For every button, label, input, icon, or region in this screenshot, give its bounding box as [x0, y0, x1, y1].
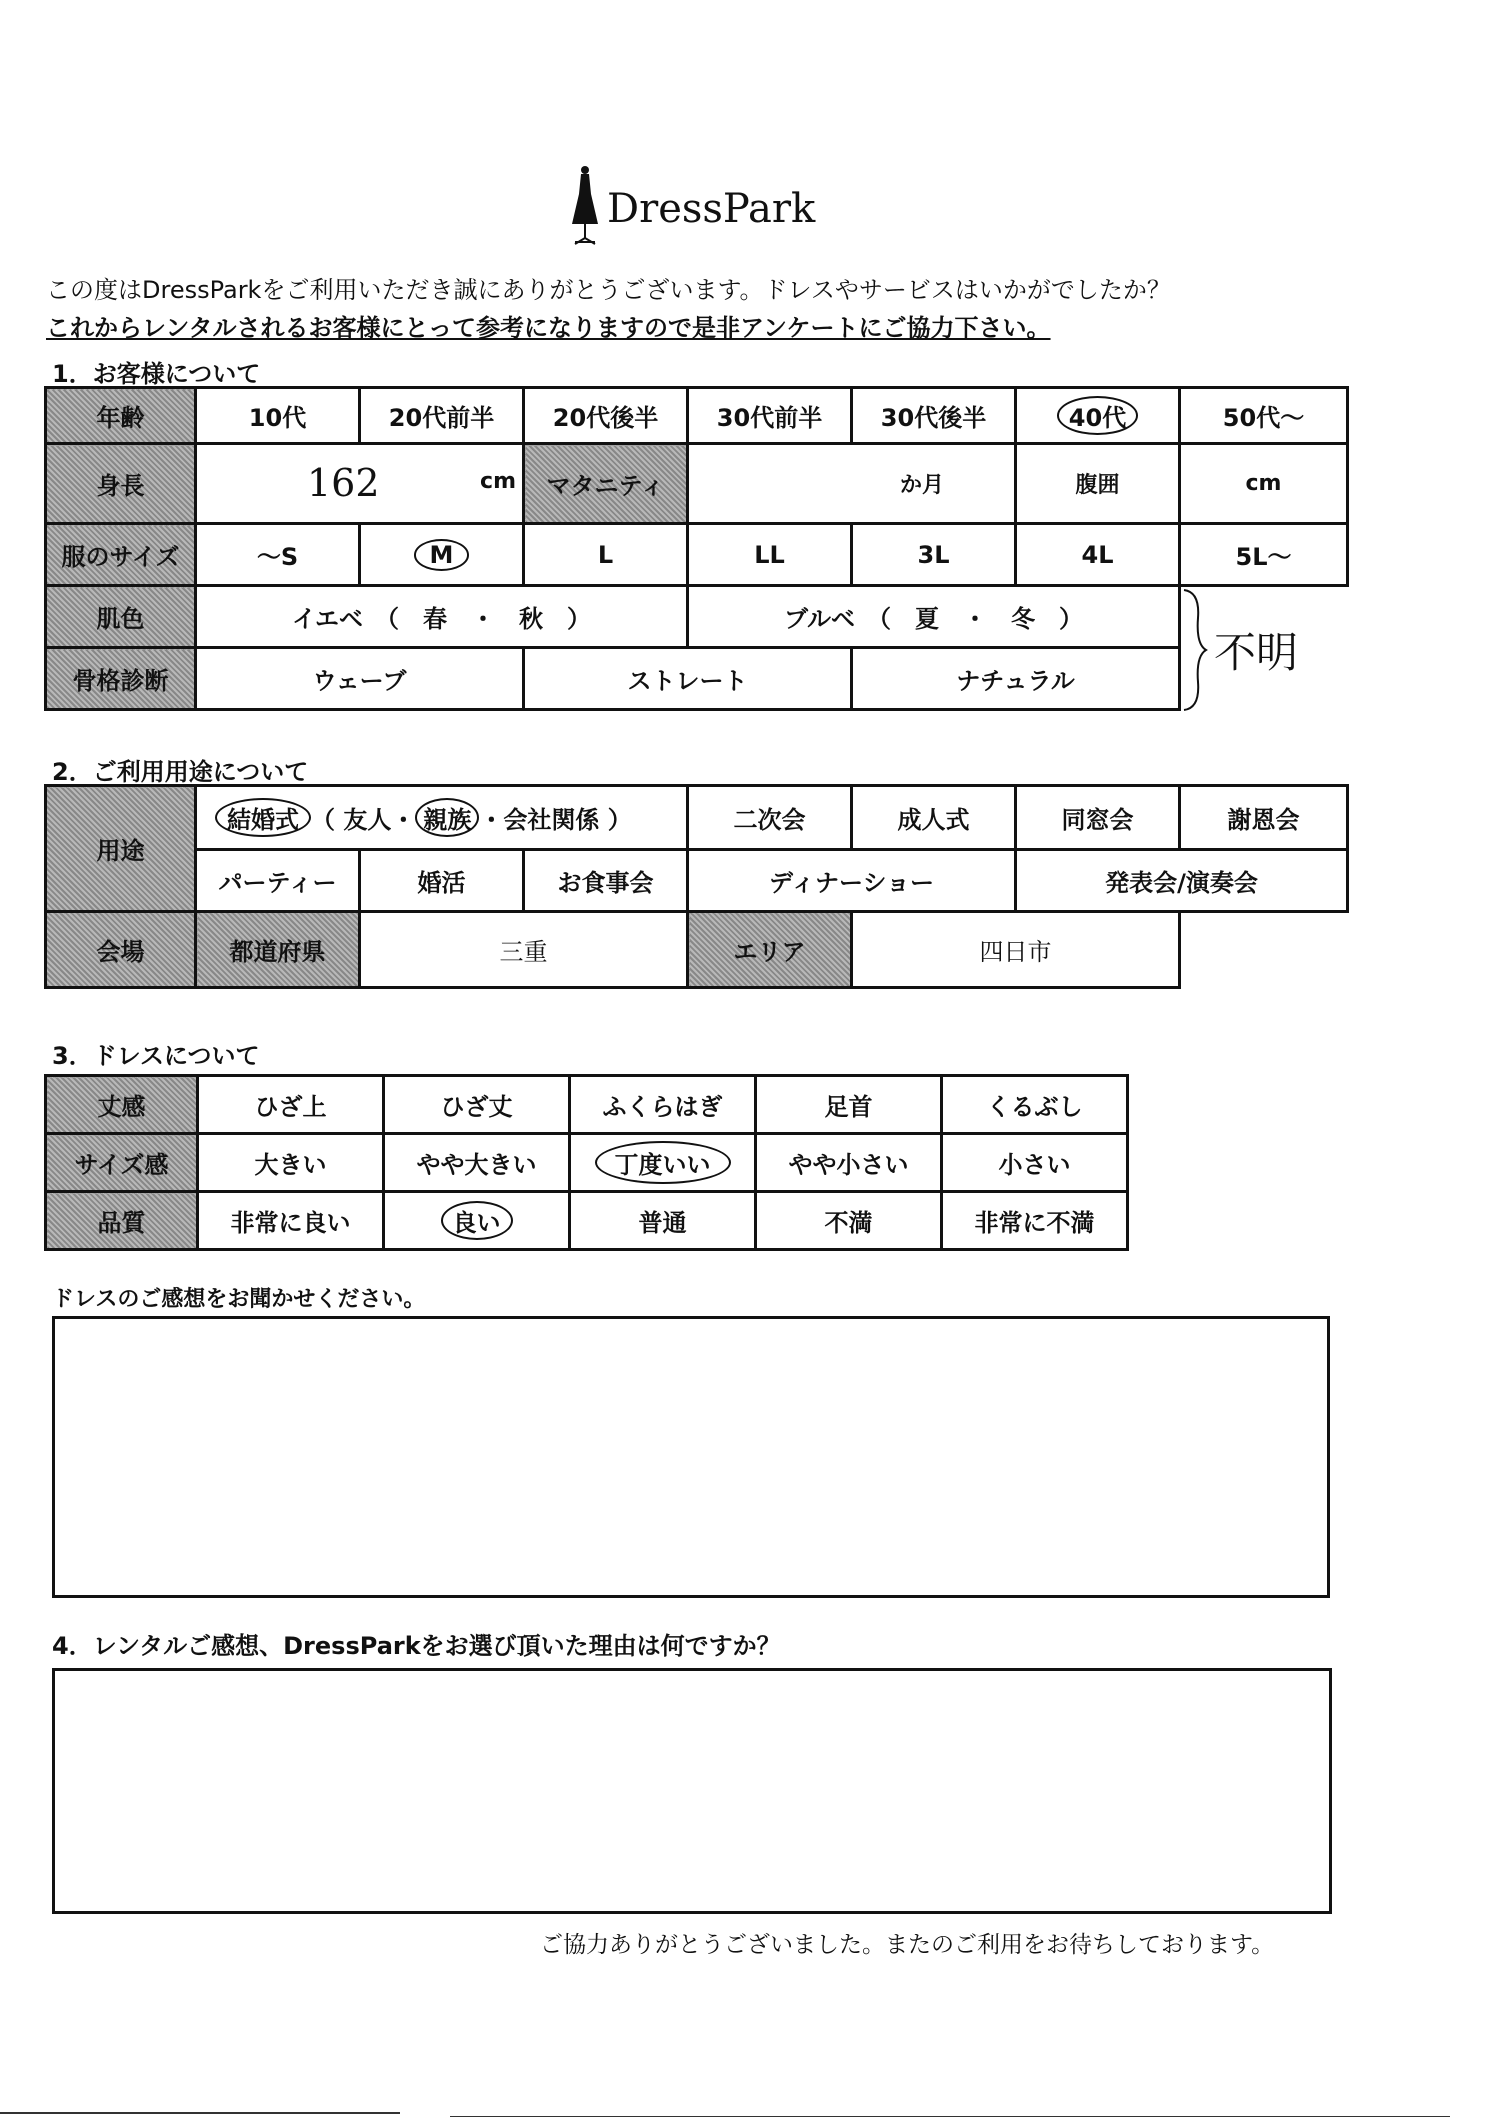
- age-option[interactable]: 20代後半: [524, 388, 688, 444]
- dress-table: [44, 1074, 1129, 1251]
- purpose-option[interactable]: 謝恩会: [1180, 786, 1348, 850]
- customer-table: [44, 386, 1349, 711]
- length-label: 丈感: [46, 1076, 198, 1134]
- quality-option[interactable]: 不満: [756, 1192, 942, 1250]
- intro-line-1: この度はDressParkをご利用いただき誠にありがとうございます。ドレスやサービスはいかがでしたか？: [46, 276, 1171, 304]
- selection-circle: 結婚式: [215, 798, 311, 837]
- size-option[interactable]: L: [524, 524, 688, 586]
- purpose-option[interactable]: お食事会: [524, 850, 688, 912]
- footer-text: ご協力ありがとうございました。またのご利用をお待ちしております。: [540, 1932, 1275, 1958]
- size-option[interactable]: LL: [688, 524, 852, 586]
- usage-table: [44, 784, 1349, 989]
- bracket-mark: [1180, 588, 1210, 712]
- prefecture-value[interactable]: 三重: [360, 912, 688, 988]
- age-option[interactable]: 20代前半: [360, 388, 524, 444]
- size-label: 服のサイズ: [46, 524, 196, 586]
- dress-comment-label: ドレスのご感想をお聞かせください。: [52, 1287, 426, 1312]
- length-option[interactable]: 足首: [756, 1076, 942, 1134]
- skeleton-option[interactable]: ストレート: [524, 648, 852, 710]
- scan-edge-line: [450, 2116, 1450, 2117]
- quality-option[interactable]: 非常に良い: [198, 1192, 384, 1250]
- section4-title: 4．レンタルご感想、DressParkをお選び頂いた理由は何ですか？: [52, 1632, 781, 1660]
- skin-blue-option[interactable]: ブルベ （ 夏 ・ 冬 ）: [688, 586, 1180, 648]
- wedding-text: （ 友人・: [311, 806, 416, 834]
- length-option[interactable]: ひざ上: [198, 1076, 384, 1134]
- selection-circle: 40代: [1057, 396, 1138, 435]
- selection-circle: 良い: [441, 1201, 513, 1240]
- purpose-option[interactable]: 二次会: [688, 786, 852, 850]
- fit-option[interactable]: やや小さい: [756, 1134, 942, 1192]
- waist-label: 腹囲: [1016, 444, 1180, 524]
- size-option[interactable]: ～S: [196, 524, 360, 586]
- maternity-months-field[interactable]: か月: [688, 444, 1016, 524]
- fit-option[interactable]: やや大きい: [384, 1134, 570, 1192]
- skin-label: 肌色: [46, 586, 196, 648]
- waist-field[interactable]: cm: [1180, 444, 1348, 524]
- size-option-selected[interactable]: [360, 524, 524, 586]
- skin-yellow-option[interactable]: イエベ （ 春 ・ 秋 ）: [196, 586, 688, 648]
- fit-option-selected[interactable]: [570, 1134, 756, 1192]
- skeleton-label: 骨格診断: [46, 648, 196, 710]
- intro-line-2: これからレンタルされるお客様にとって参考になりますので是非アンケートにご協力下さい。: [46, 314, 1051, 342]
- age-option-selected[interactable]: [1016, 388, 1180, 444]
- purpose-option[interactable]: ディナーショー: [688, 850, 1016, 912]
- section3-title: 3．ドレスについて: [52, 1042, 260, 1070]
- age-label: 年齢: [46, 388, 196, 444]
- section1-title: 1．お客様について: [52, 360, 261, 388]
- quality-option-selected[interactable]: [384, 1192, 570, 1250]
- prefecture-label: 都道府県: [196, 912, 360, 988]
- area-value[interactable]: 四日市: [852, 912, 1180, 988]
- section2-title: 2．ご利用用途について: [52, 758, 309, 786]
- purpose-option[interactable]: 婚活: [360, 850, 524, 912]
- area-label: エリア: [688, 912, 852, 988]
- length-option[interactable]: くるぶし: [942, 1076, 1128, 1134]
- selection-circle: M: [414, 539, 470, 571]
- height-field[interactable]: [196, 444, 524, 524]
- length-option[interactable]: ひざ丈: [384, 1076, 570, 1134]
- height-value: 162: [307, 461, 380, 505]
- age-option[interactable]: 50代～: [1180, 388, 1348, 444]
- age-option[interactable]: 30代前半: [688, 388, 852, 444]
- fit-option[interactable]: 大きい: [198, 1134, 384, 1192]
- size-option[interactable]: 3L: [852, 524, 1016, 586]
- quality-label: 品質: [46, 1192, 198, 1250]
- empty-cell: [1180, 912, 1348, 988]
- selection-circle: 丁度いい: [595, 1141, 731, 1184]
- length-option[interactable]: ふくらはぎ: [570, 1076, 756, 1134]
- dress-comment-box[interactable]: [52, 1316, 1330, 1598]
- wedding-option[interactable]: [196, 786, 688, 850]
- wedding-text: ・会社関係 ）: [479, 806, 632, 834]
- purpose-option[interactable]: 成人式: [852, 786, 1016, 850]
- skin-note: 不明: [1214, 628, 1299, 677]
- size-option[interactable]: 4L: [1016, 524, 1180, 586]
- purpose-label: 用途: [46, 786, 196, 912]
- quality-option[interactable]: 普通: [570, 1192, 756, 1250]
- height-unit: cm: [480, 469, 516, 494]
- venue-label: 会場: [46, 912, 196, 988]
- scan-edge-line: [0, 2112, 400, 2114]
- height-label: 身長: [46, 444, 196, 524]
- skeleton-option[interactable]: ナチュラル: [852, 648, 1180, 710]
- dress-mannequin-icon: [565, 164, 605, 246]
- logo-text: DressPark: [607, 186, 816, 232]
- logo: [565, 160, 816, 250]
- skeleton-option[interactable]: ウェーブ: [196, 648, 524, 710]
- maternity-label: マタニティ: [524, 444, 688, 524]
- quality-option[interactable]: 非常に不満: [942, 1192, 1128, 1250]
- purpose-option[interactable]: パーティー: [196, 850, 360, 912]
- fit-label: サイズ感: [46, 1134, 198, 1192]
- fit-option[interactable]: 小さい: [942, 1134, 1128, 1192]
- purpose-option[interactable]: 同窓会: [1016, 786, 1180, 850]
- age-option[interactable]: 10代: [196, 388, 360, 444]
- selection-circle: 親族: [415, 798, 479, 837]
- size-option[interactable]: 5L～: [1180, 524, 1348, 586]
- purpose-option[interactable]: 発表会/演奏会: [1016, 850, 1348, 912]
- reason-comment-box[interactable]: [52, 1668, 1332, 1914]
- age-option[interactable]: 30代後半: [852, 388, 1016, 444]
